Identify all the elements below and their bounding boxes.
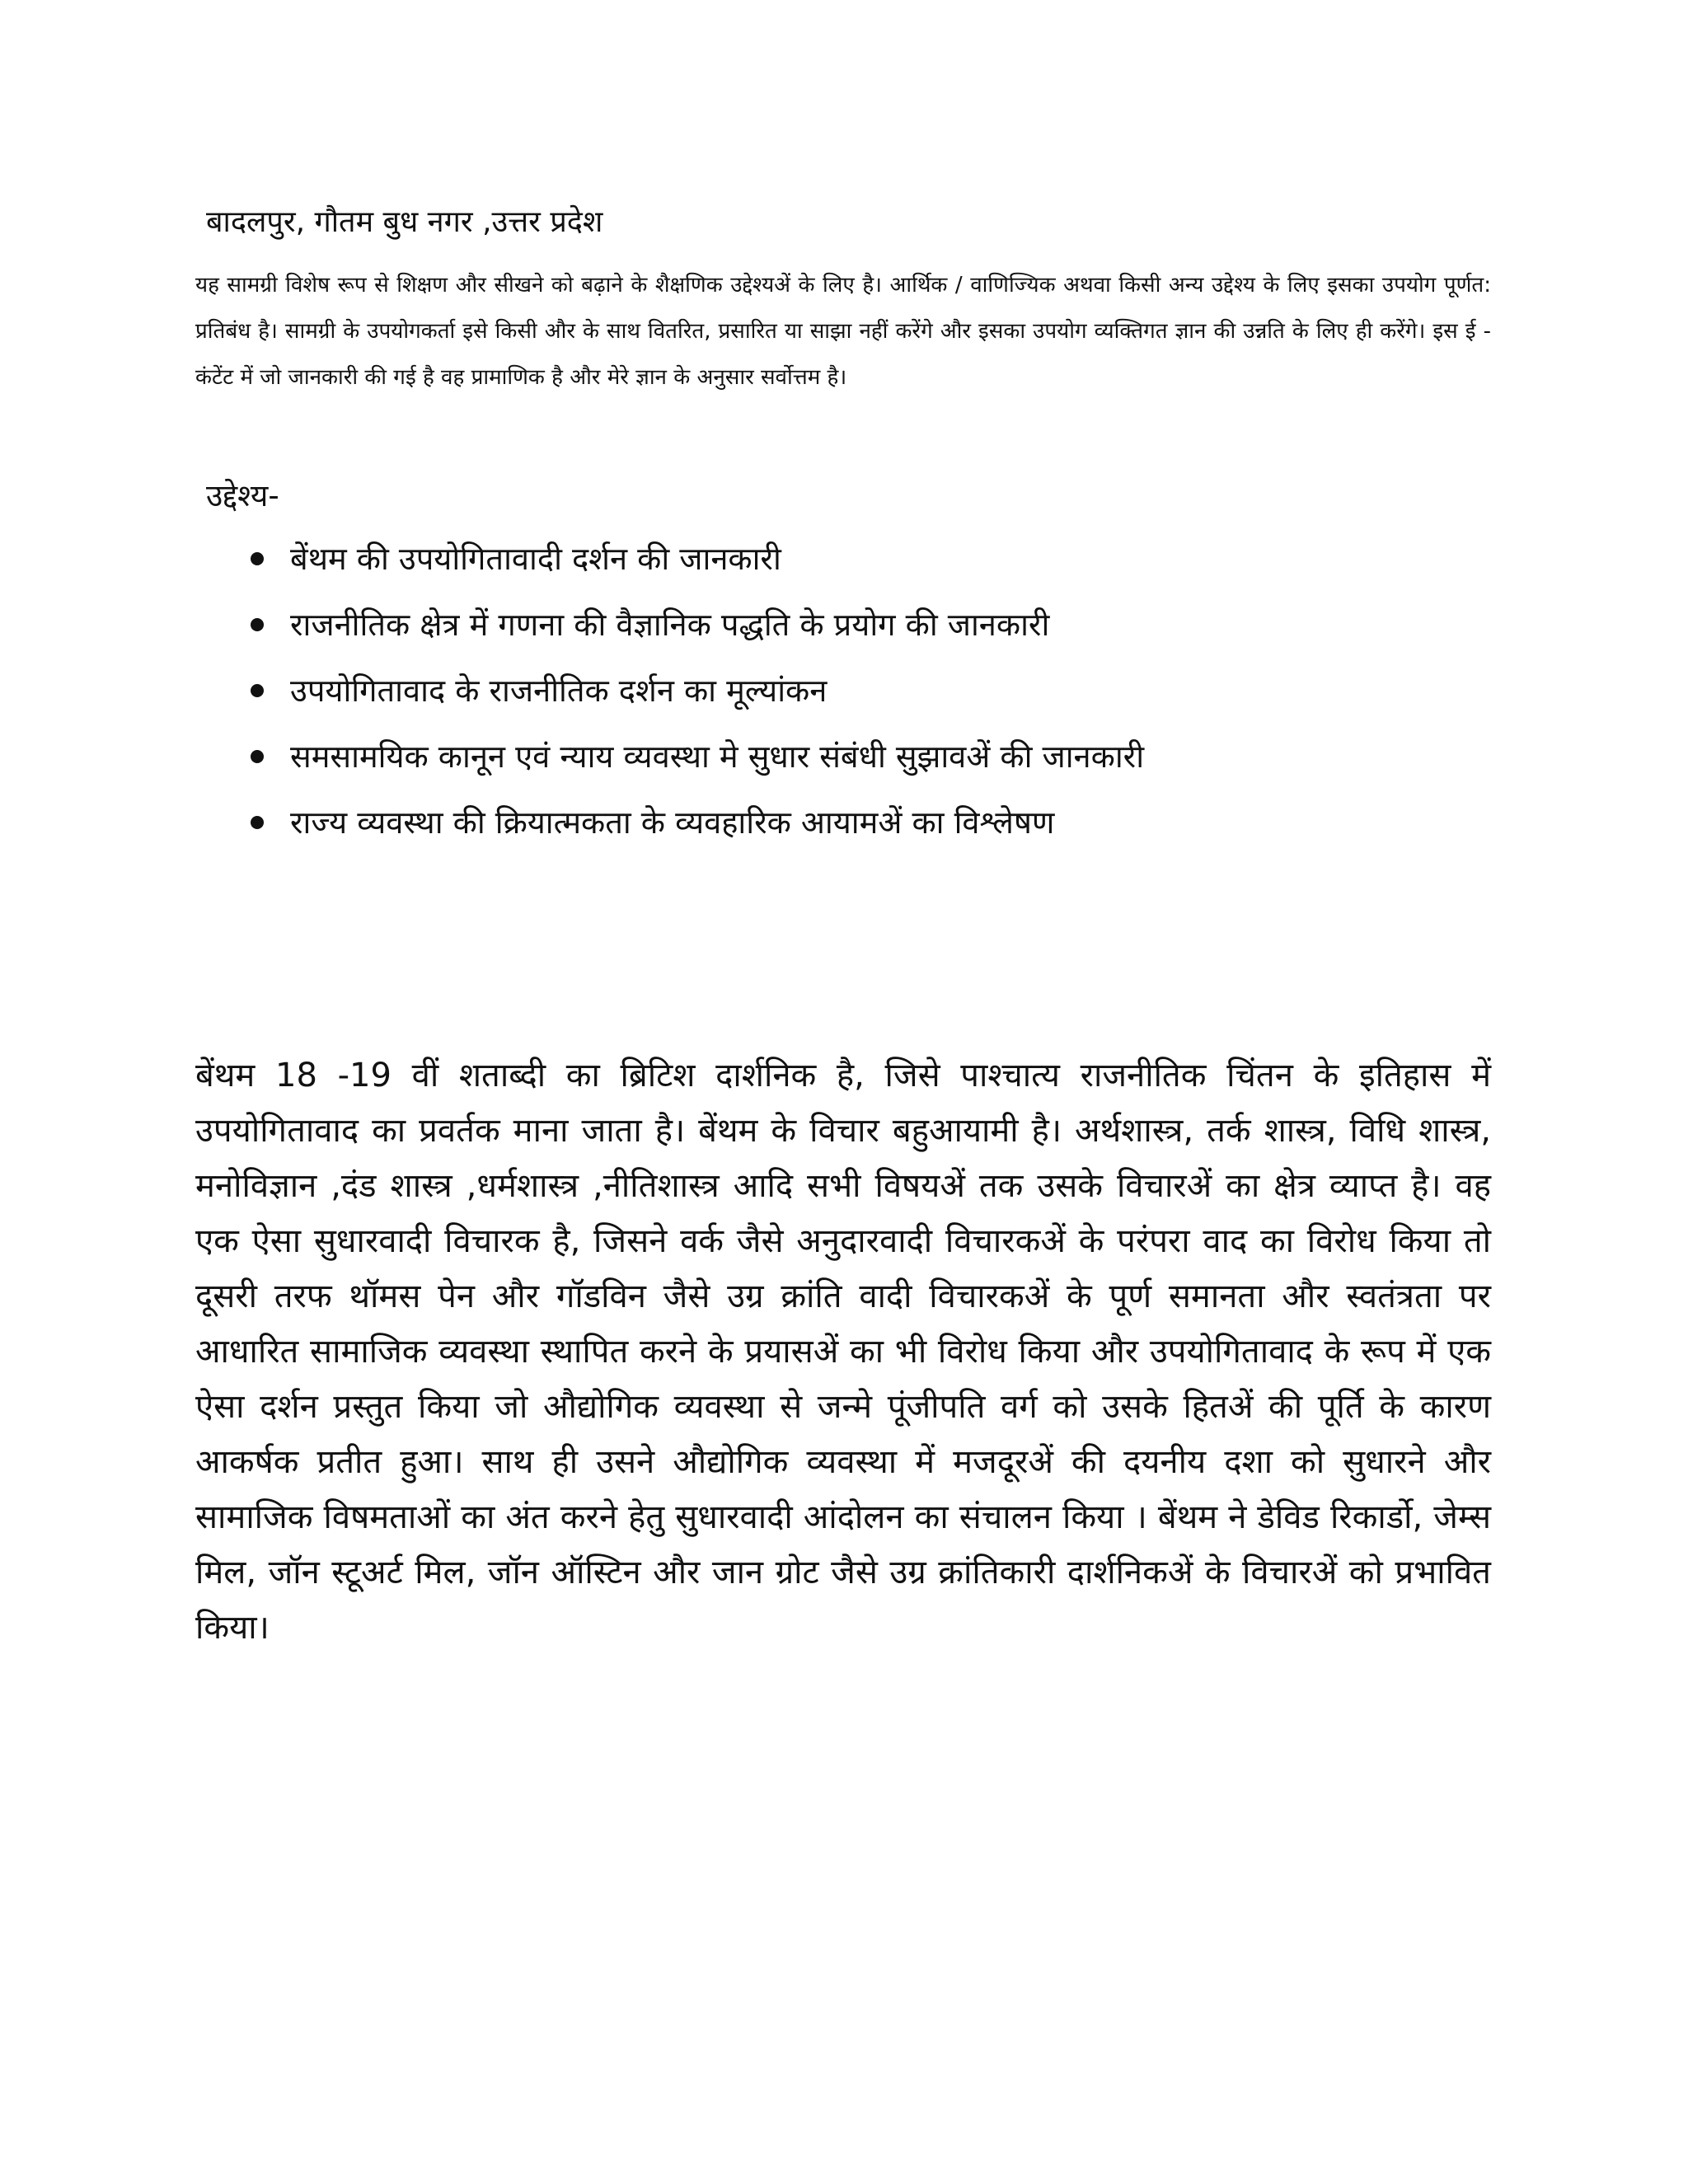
- objective-text: समसामयिक कानून एवं न्याय व्यवस्था मे सुधार संबंधी सुझावअें की जानकारी: [290, 738, 1145, 775]
- bullet-dot-icon: [251, 750, 264, 763]
- objective-item: [239, 666, 1144, 732]
- bullet-dot-icon: [251, 816, 264, 829]
- objective-text: राजनीतिक क्षेत्र में गणना की वैज्ञानिक पद्धति के प्रयोग की जानकारी: [290, 607, 1050, 643]
- objective-item: [239, 534, 1144, 600]
- objective-text: राज्य व्यवस्था की क्रियात्मकता के व्यवहारिक आयामअें का विश्लेषण: [290, 804, 1055, 841]
- objectives-heading: उद्देश्य-: [206, 478, 279, 513]
- objective-item: [239, 798, 1144, 864]
- body-paragraph: बेंथम 18 -19 वीं शताब्दी का ब्रिटिश दार्शनिक है, जिसे पाश्चात्य राजनीतिक चिंतन के इतिहास में उपयोगितावाद का प्रवर्तक माना जाता है। बेंथम के विचार बहुआयामी है। अर्थशास्त्र, तर्क शास्त्र, विधि शास्त्र, मनोविज्ञान ,दंड शास्त्र ,धर्मशास्त्र ,नीतिशास्त्र आदि सभी विषयअें तक उसके विचारअें का क्षेत्र व्याप्त है। वह एक ऐसा सुधारवादी विचारक है, जिसने वर्क जैसे अनुदारवादी विचारकअें के परंपरा वाद का विरोध किया तो दूसरी तरफ थॉमस पेन और गॉडविन जैसे उग्र क्रांति वादी विचारकअें के पूर्ण समानता और स्वतंत्रता पर आधारित सामाजिक व्यवस्था स्थापित करने के प्रयासअें का भी विरोध किया और उपयोगितावाद के रूप में एक ऐसा दर्शन प्रस्तुत किया जो औद्योगिक व्यवस्था से जन्मे पूंजीपति वर्ग को उसके हितअें की पूर्ति के कारण आकर्षक प्रतीत हुआ। साथ ही उसने औद्योगिक व्यवस्था में मजदूरअें की दयनीय दशा को सुधारने और सामाजिक विषमताओं का अंत करने हेतु सुधारवादी आंदोलन का संचालन किया । बेंथम ने डेविड रिकार्डो, जेम्स मिल, जॉन स्टूअर्ट मिल, जॉन ऑस्टिन और जान ग्रोट जैसे उग्र क्रांतिकारी दार्शनिकअें के विचारअें को प्रभावित किया।: [195, 1057, 1491, 1647]
- disclaimer-paragraph: यह सामग्री विशेष रूप से शिक्षण और सीखने को बढ़ाने के शैक्षणिक उद्देश्यअें के लिए है। आर्थिक / वाणिज्यिक अथवा किसी अन्य उद्देश्य के लिए इसका उपयोग पूर्णत: प्रतिबंध है। सामग्री के उपयोगकर्ता इसे किसी और के साथ वितरित, प्रसारित या साझा नहीं करेंगे और इसका उपयोग व्यक्तिगत ज्ञान की उन्नति के लिए ही करेंगे। इस ई - कंटेंट में जो जानकारी की गई है वह प्रामाणिक है और मेरे ज्ञान के अनुसार सर्वोत्तम है।: [195, 273, 1491, 390]
- objectives-list: [239, 534, 1144, 864]
- location-line: बादलपुर, गौतम बुध नगर ,उत्तर प्रदेश: [206, 205, 603, 239]
- bullet-dot-icon: [251, 684, 264, 697]
- objective-text: बेंथम की उपयोगितावादी दर्शन की जानकारी: [290, 541, 781, 577]
- bullet-dot-icon: [251, 618, 264, 631]
- objective-text: उपयोगितावाद के राजनीतिक दर्शन का मूल्यांकन: [290, 673, 828, 709]
- objective-item: [239, 600, 1144, 666]
- objective-item: [239, 732, 1144, 798]
- bullet-dot-icon: [251, 552, 264, 565]
